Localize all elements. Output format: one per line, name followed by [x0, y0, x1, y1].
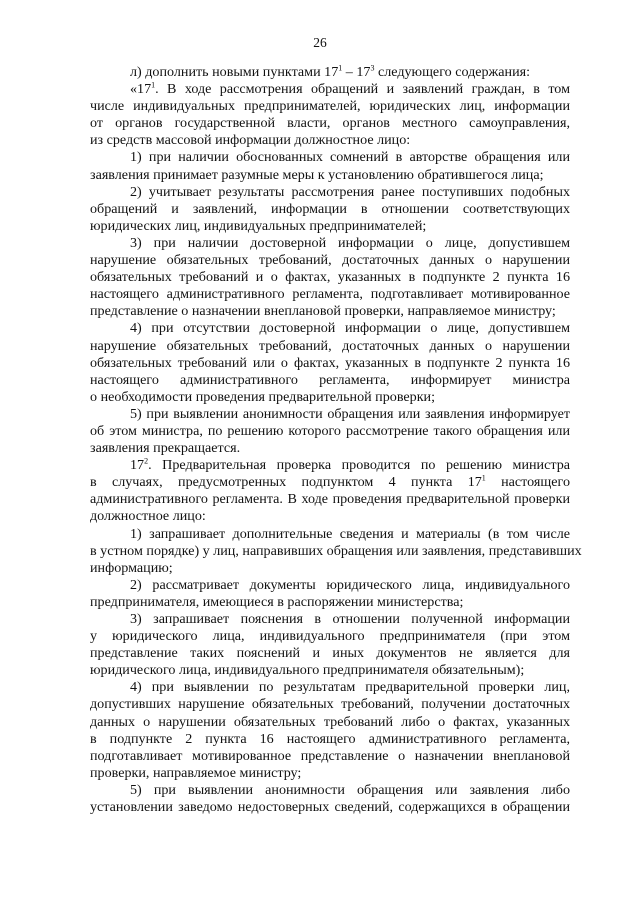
text-line — [90, 662, 570, 679]
superscript: 1 — [338, 63, 343, 73]
text-line — [90, 269, 570, 286]
text-line — [90, 748, 570, 765]
text-segment: 4) при отсутствии достоверной информации о лице, допустившем — [130, 320, 570, 337]
paragraph-p17-1-2 — [90, 184, 570, 235]
text-segment: 4) при выявлении по результатам предварительной проверки лиц, — [130, 679, 570, 696]
paragraph-p17-1-1 — [90, 149, 570, 183]
text-segment: 5) при выявлении анонимности обращения или заявления либо — [130, 781, 570, 798]
paragraph-p17-2-4 — [90, 679, 570, 782]
text-segment: в устном порядке) у лиц, направивших обращения или заявления, представивших — [90, 542, 582, 559]
paragraph-p17-2-3 — [90, 611, 570, 679]
text-segment: следующего содержания: — [374, 64, 531, 80]
text-line — [90, 201, 570, 218]
text-line — [90, 799, 570, 816]
paragraph-p17-1-intro — [90, 81, 570, 149]
text-line — [90, 457, 570, 474]
text-segment: от органов государственной власти, органов местного самоуправления, — [90, 115, 570, 132]
text-line — [90, 765, 570, 782]
text-segment: юридического лица, индивидуального предпринимателя обязательным); — [90, 662, 525, 679]
text-line — [90, 406, 570, 423]
page-number: 26 — [313, 35, 327, 50]
text-segment: настоящего — [485, 474, 570, 491]
text-line — [90, 731, 570, 748]
text-segment: . В ходе рассмотрения обращений и заявлений граждан, в том — [155, 81, 570, 98]
superscript: 3 — [370, 63, 375, 73]
text-segment: предпринимателя, имеющиеся в распоряжении министерства; — [90, 593, 464, 610]
text-segment: данных о нарушении обязательных требований либо о фактах, указанных — [90, 713, 570, 730]
text-line — [90, 98, 570, 115]
text-segment: 17 — [130, 457, 145, 474]
superscript: 1 — [151, 80, 156, 90]
text-line — [90, 560, 570, 577]
text-line — [90, 132, 570, 149]
text-line — [90, 286, 570, 303]
text-line — [90, 508, 570, 525]
text-segment: «17 — [130, 81, 152, 98]
text-segment: информацию; — [90, 559, 173, 576]
text-line — [90, 389, 570, 406]
text-line — [90, 235, 570, 252]
text-segment: установлении заведомо недостоверных сведений, содержащихся в обращении — [90, 799, 570, 816]
text-segment: 1) запрашивает дополнительные сведения и материалы (в том числе — [130, 525, 570, 542]
text-segment: представление о назначении внеплановой проверки, направляемое министру; — [90, 303, 556, 320]
text-segment: л) дополнить новыми пунктами 17 — [130, 64, 339, 80]
text-segment: о необходимости проведения предварительной проверки; — [90, 388, 435, 405]
paragraph-p17-1-3 — [90, 235, 570, 320]
text-line — [90, 474, 570, 491]
text-segment: настоящего административного регламента, подготавливает мотивированное — [90, 286, 570, 303]
text-line — [90, 491, 570, 508]
text-line — [90, 355, 570, 372]
paragraph-p17-2-5 — [90, 782, 570, 816]
text-segment: 1) при наличии обоснованных сомнений в авторстве обращения или — [130, 149, 570, 166]
paragraph-p17-1-5 — [90, 406, 570, 457]
text-line — [90, 440, 570, 457]
paragraph-p17-2-2 — [90, 577, 570, 611]
text-segment: 3) при наличии достоверной информации о лице, допустившем — [130, 234, 570, 251]
text-segment: 2) учитывает результаты рассмотрения ранее поступивших подобных — [130, 183, 570, 200]
text-segment: подготавливает мотивированное представление о назначении внеплановой — [90, 747, 570, 764]
superscript: 1 — [481, 473, 486, 483]
text-segment: числе индивидуальных предпринимателей, юридических лиц, информации — [90, 98, 570, 115]
text-segment: обязательных требований и о фактах, указанных в подпункте 2 пункта 16 — [90, 269, 570, 286]
text-segment: представление таких пояснений и иных документов не является для — [90, 645, 570, 662]
text-segment: 5) при выявлении анонимности обращения или заявления информирует — [130, 405, 570, 422]
paragraph-p17-2-1 — [90, 525, 582, 577]
text-line — [90, 167, 570, 184]
text-line — [90, 149, 570, 166]
text-segment: настоящего административного регламента, информирует министра — [90, 371, 570, 388]
text-line — [90, 594, 570, 611]
text-segment: обязательных требований или о фактах, указанных в подпункте 2 пункта 16 — [90, 354, 570, 371]
text-segment: нарушение обязательных требований, достаточных данных о нарушении — [90, 252, 570, 269]
text-segment: должностное лицо: — [90, 508, 206, 525]
text-segment: . Предварительная проверка проводится по решению министра — [148, 457, 570, 474]
text-line — [90, 526, 570, 543]
text-segment: у юридического лица, индивидуального предпринимателя (при этом — [90, 628, 570, 645]
text-segment: в случаях, предусмотренных подпунктом 4 пункта 17 — [90, 474, 482, 491]
paragraph-p17-2-intro — [90, 457, 570, 525]
text-segment: 3) запрашивает пояснения в отношении полученной информации — [130, 611, 570, 627]
text-line — [90, 372, 570, 389]
text-line — [90, 611, 570, 628]
text-line — [90, 64, 570, 81]
text-segment: заявления принимает разумные меры к установлению обратившегося лица; — [90, 166, 544, 183]
text-segment: 2) рассматривает документы юридического лица, индивидуального — [130, 576, 570, 593]
paragraph-p17-1-4 — [90, 320, 570, 405]
text-line — [90, 81, 570, 98]
text-segment: в подпункте 2 пункта 16 настоящего административного регламента, — [90, 730, 570, 747]
document-body — [90, 63, 582, 816]
text-line — [90, 303, 570, 320]
text-line — [90, 423, 570, 440]
text-segment: – 17 — [342, 64, 371, 80]
text-line — [90, 218, 570, 235]
text-line — [90, 628, 570, 645]
text-segment: нарушение обязательных требований, достаточных данных о нарушении — [90, 337, 570, 354]
text-segment: обращений и заявлений, информации в отношении соответствующих — [90, 200, 570, 217]
paragraph-item-l — [90, 64, 570, 81]
text-line — [90, 320, 570, 337]
text-segment: проверки, направляемое министру; — [90, 764, 302, 781]
text-segment: об этом министра, по решению которого рассмотрение такого обращения или — [90, 422, 570, 439]
text-line — [90, 714, 570, 731]
text-line — [90, 338, 570, 355]
superscript: 2 — [144, 456, 149, 466]
text-line — [90, 542, 582, 560]
text-line — [90, 782, 570, 799]
text-segment: административного регламента. В ходе проведения предварительной проверки — [90, 491, 570, 508]
text-line — [90, 252, 570, 269]
text-line — [90, 577, 570, 594]
text-line — [90, 184, 570, 201]
text-segment: заявления прекращается. — [90, 440, 241, 457]
text-line — [90, 696, 570, 713]
text-segment: из средств массовой информации должностное лицо: — [90, 132, 411, 149]
text-segment: юридических лиц, индивидуальных предпринимателей; — [90, 217, 427, 234]
text-segment: допустивших нарушение обязательных требований, получении достаточных — [90, 696, 570, 713]
text-line — [90, 679, 570, 696]
text-line — [90, 115, 570, 132]
text-line — [90, 645, 570, 662]
